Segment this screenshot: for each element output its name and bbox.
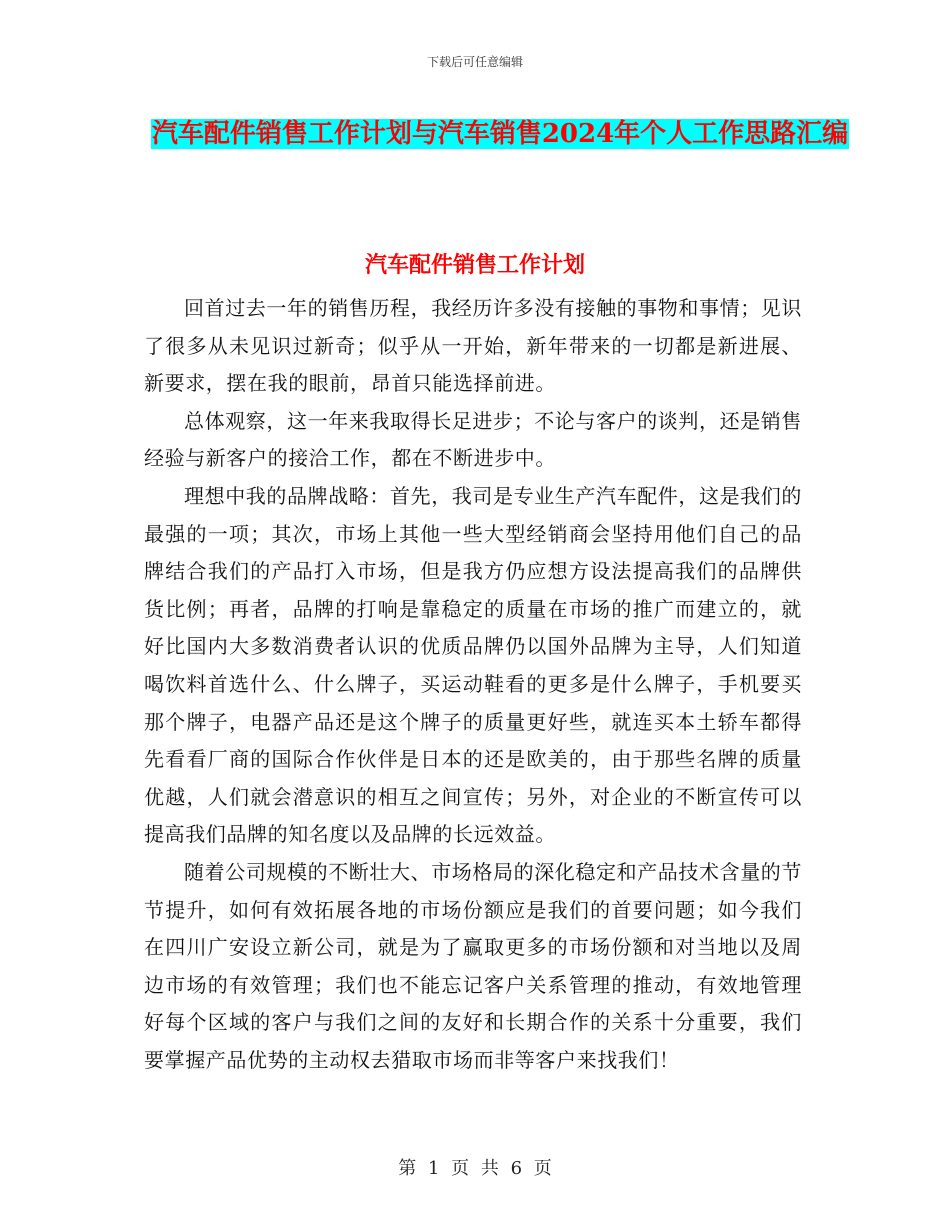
document-title bbox=[140, 112, 860, 156]
paragraph: 理想中我的品牌战略：首先，我司是专业生产汽车配件，这是我们的最强的一项；其次，市场上其他一些大型经销商会坚持用他们自己的品牌结合我们的产品打入市场，但是我方仍应想方设法提高我们的品牌供货比例；再者，品牌的打响是靠稳定的质量在市场的推广而建立的，就好比国内大多数消费者认识的优质品牌仍以国外品牌为主导，人们知道喝饮料首选什么、什么牌子，买运动鞋看的更多是什么牌子，手机要买那个牌子，电器产品还是这个牌子的质量更好些，就连买本土轿车都得先看看厂商的国际合作伙伴是日本的还是欧美的，由于那些名牌的质量优越，人们就会潜意识的相互之间宣传；另外，对企业的不断宣传可以提高我们品牌的知名度以及品牌的长远效益。 bbox=[144, 483, 802, 847]
section-title: 汽车配件销售工作计划 bbox=[364, 252, 585, 278]
document-title-text: 汽车配件销售工作计划与汽车销售2024年个人工作思路汇编 bbox=[151, 119, 849, 149]
header-note: 下载后可任意编辑 bbox=[426, 55, 523, 69]
page-number: 第 1 页 共 6 页 bbox=[398, 1158, 552, 1179]
paragraph: 随着公司规模的不断壮大、市场格局的深化稳定和产品技术含量的节节提升，如何有效拓展各地的市场份额应是我们的首要问题；如今我们在四川广安设立新公司，就是为了赢取更多的市场份额和对当地以及周边市场的有效管理；我们也不能忘记客户关系管理的推动，有效地管理好每个区域的客户与我们之间的友好和长期合作的关系十分重要，我们要掌握产品优势的主动权去猎取市场而非等客户来找我们！ bbox=[144, 859, 802, 1072]
paragraph: 总体观察，这一年来我取得长足进步；不论与客户的谈判，还是销售经验与新客户的接洽工作，都在不断进步中。 bbox=[144, 408, 802, 471]
document-body bbox=[144, 290, 802, 1079]
paragraph: 回首过去一年的销售历程，我经历许多没有接触的事物和事情；见识了很多从未见识过新奇；似乎从一开始，新年带来的一切都是新进展、新要求，摆在我的眼前，昂首只能选择前进。 bbox=[144, 296, 802, 396]
